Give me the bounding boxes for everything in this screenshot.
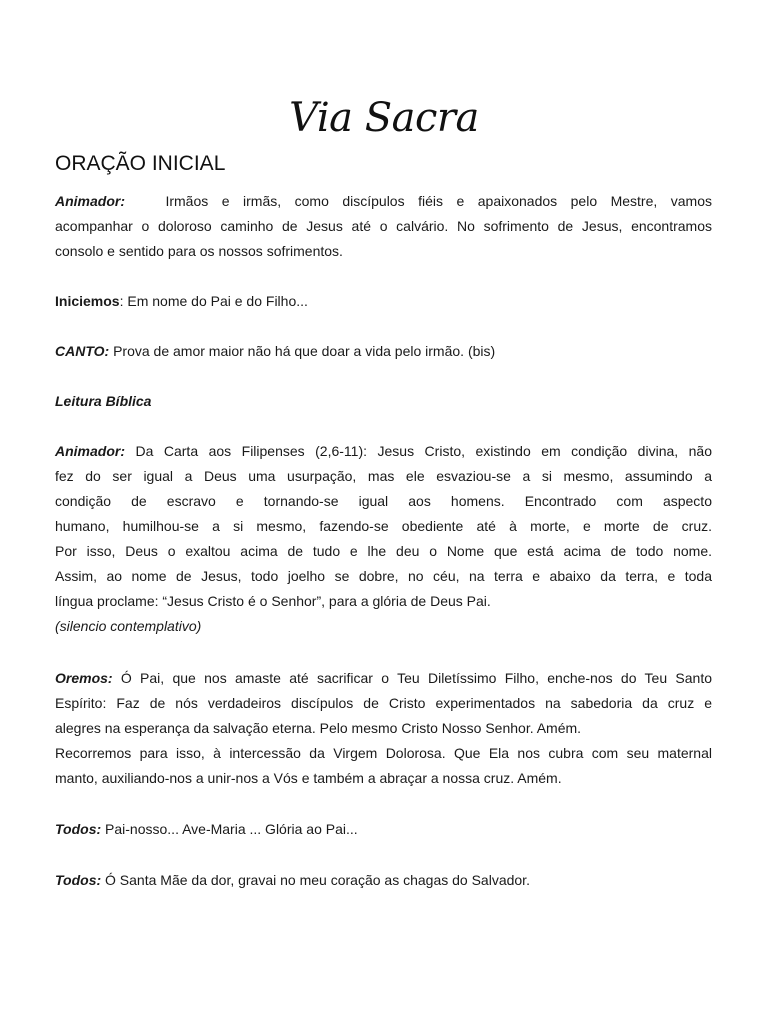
leitura-biblica-label: Leitura Bíblica	[55, 393, 152, 409]
section-heading: ORAÇÃO INICIAL	[55, 152, 226, 175]
todos-prayers-paragraph	[55, 817, 712, 842]
canto-label: CANTO:	[55, 343, 110, 359]
animador-intro-text-1: Irmãos e irmãs, como discípulos fiéis e apaixonados pelo Mestre, vamos	[165, 193, 712, 209]
oremos-label: Oremos:	[55, 670, 113, 686]
canto-text: Prova de amor maior não há que doar a vida pelo irmão. (bis)	[113, 343, 496, 359]
todos-label-1: Todos:	[55, 821, 102, 837]
iniciemos-label: Iniciemos	[55, 293, 120, 309]
oremos-line-1-text: Ó Pai, que nos amaste até sacrificar o Teu Diletíssimo Filho, enche-nos do Teu Santo	[120, 670, 712, 686]
leitura-biblica-paragraph	[55, 389, 712, 414]
silence-note: (silencio contemplativo)	[55, 618, 202, 634]
oremos-line-5: manto, auxiliando-nos a unir-nos a Vós e também a abraçar a nossa cruz. Amém.	[55, 770, 562, 786]
reading-line-4: humano, humilhou-se a si mesmo, fazendo-se obediente até à morte, e morte de cruz.	[55, 518, 712, 534]
animador-intro-line-2: acompanhar o doloroso caminho de Jesus até o calvário. No sofrimento de Jesus, encontramos	[55, 218, 712, 234]
iniciemos-text: : Em nome do Pai e do Filho...	[119, 293, 308, 309]
todos-closing-text: Ó Santa Mãe da dor, gravai no meu coração as chagas do Salvador.	[105, 872, 530, 888]
document-title: Via Sacra	[289, 95, 479, 141]
reading-line-5: Por isso, Deus o exaltou acima de tudo e lhe deu o Nome que está acima de todo nome.	[55, 543, 712, 559]
reading-line-3: condição de escravo e tornando-se igual aos homens. Encontrado com aspecto	[55, 493, 712, 509]
oremos-line-4: Recorremos para isso, à intercessão da Virgem Dolorosa. Que Ela nos cubra com seu maternal	[55, 745, 712, 761]
oremos-line-2: Espírito: Faz de nós verdadeiros discípulos de Cristo experimentados na sabedoria da cruz e	[55, 695, 712, 711]
canto-paragraph	[55, 339, 712, 364]
oremos-line-3: alegres na esperança da salvação eterna. Pelo mesmo Cristo Nosso Senhor. Amém.	[55, 720, 582, 736]
iniciemos-paragraph	[55, 289, 712, 314]
reading-line-6: Assim, ao nome de Jesus, todo joelho se dobre, no céu, na terra e abaixo da terra, e toda	[55, 568, 712, 584]
animador-reading-label: Animador:	[55, 443, 125, 459]
reading-line-1	[55, 439, 712, 464]
reading-line-7: língua proclame: “Jesus Cristo é o Senhor”, para a glória de Deus Pai.	[55, 593, 491, 609]
animador-intro-line-3: consolo e sentido para os nossos sofrimentos.	[55, 243, 343, 259]
oremos-paragraph	[55, 666, 712, 791]
todos-label-2: Todos:	[55, 872, 102, 888]
animador-reading-paragraph	[55, 439, 712, 639]
animador-label: Animador:	[55, 193, 125, 209]
animador-intro-paragraph	[55, 189, 712, 264]
todos-closing-paragraph	[55, 868, 712, 893]
reading-line-1-text: Da Carta aos Filipenses (2,6-11): Jesus Cristo, existindo em condição divina, não	[135, 443, 712, 459]
todos-prayers-text: Pai-nosso... Ave-Maria ... Glória ao Pai...	[105, 821, 358, 837]
oremos-line-1	[55, 666, 712, 691]
animador-intro-line-1	[55, 189, 712, 214]
reading-line-2: fez do ser igual a Deus uma usurpação, mas ele esvaziou-se a si mesmo, assumindo a	[55, 468, 712, 484]
